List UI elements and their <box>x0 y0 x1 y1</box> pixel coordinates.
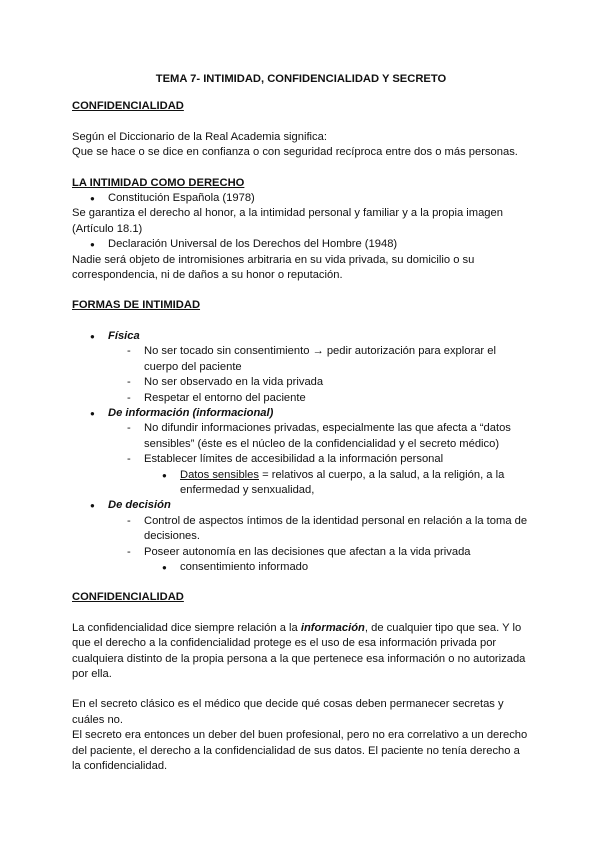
list-item: ● Declaración Universal de los Derechos del Hombre (1948) <box>72 237 530 252</box>
section-confidencialidad-def <box>72 99 530 160</box>
paragraph: El secreto era entonces un deber del buen profesional, pero no era correlativo a un derecho del paciente, el derecho a la confidencialidad de sus datos. El paciente no tenía derecho a la confidencialidad. <box>72 729 528 773</box>
paragraph: Que se hace o se dice en confianza o con seguridad recíproca entre dos o más personas. <box>72 146 518 159</box>
section-heading: LA INTIMIDAD COMO DERECHO <box>72 176 245 189</box>
paragraph: En el secreto clásico es el médico que decide qué cosas deben permanecer secretas y cuáles no. <box>72 698 504 726</box>
list-item: - Establecer límites de accesibilidad a la información personal <box>72 452 530 467</box>
list-item: - No difundir informaciones privadas, especialmente las que afecta a “datos sensibles” (éste es el núcleo de la confidencialidad y el secreto médico) <box>72 421 530 452</box>
list-item-fisica: ● Física <box>72 329 530 344</box>
paragraph: Nadie será objeto de intromisiones arbitraria en su vida privada, su domicilio o su correspondencia, ni de daños a su honor o reputación. <box>72 253 475 282</box>
list-item-informacion: ● De información (informacional) <box>72 406 530 421</box>
term-definition: = relativos al cuerpo, a la salud, a la religión, a la enfermedad y senxualidad, <box>180 468 505 496</box>
section-heading: CONFIDENCIALIDAD <box>72 100 184 113</box>
list-item: - Respetar el entorno del paciente <box>72 391 530 406</box>
section-heading: FORMAS DE INTIMIDAD <box>72 299 201 312</box>
list-item: ● consentimiento informado <box>72 560 530 575</box>
section-confidencialidad <box>72 590 530 774</box>
list-item: - Control de aspectos íntimos de la identidad personal en relación a la toma de decisiones. <box>72 514 530 545</box>
list-item-datos-sensibles <box>72 468 530 499</box>
underlined-term: Datos sensibles <box>180 468 259 481</box>
paragraph: Según el Diccionario de la Real Academia significa: <box>72 130 327 143</box>
section-heading: CONFIDENCIALIDAD <box>72 591 184 604</box>
text-run: La confidencialidad dice siempre relación a la <box>72 621 301 634</box>
list-item: ● Constitución Española (1978) <box>72 191 530 206</box>
section-formas-intimidad <box>72 298 530 575</box>
list-item-decision: ● De decisión <box>72 498 530 513</box>
paragraph <box>72 621 530 683</box>
list-item: - Poseer autonomía en las decisiones que afectan a la vida privada <box>72 545 530 560</box>
paragraph: Se garantiza el derecho al honor, a la intimidad personal y familiar y a la propia imagen (Artículo 18.1) <box>72 207 503 235</box>
text-run: , de cualquier tipo que sea. Y lo que el derecho a la confidencialidad protege es el uso de esa información privada por cualquiera distinto de la propia persona a la que pertenece esa información o no autorizada por ella. <box>72 621 526 680</box>
document-title: TEMA 7- INTIMIDAD, CONFIDENCIALIDAD Y SECRETO <box>155 73 447 85</box>
list-item: - No ser tocado sin consentimiento → pedir autorización para explorar el cuerpo del paciente <box>72 344 530 375</box>
list-item: - No ser observado en la vida privada <box>72 375 530 390</box>
emphasis: información <box>300 621 365 634</box>
section-intimidad-derecho <box>72 176 530 284</box>
